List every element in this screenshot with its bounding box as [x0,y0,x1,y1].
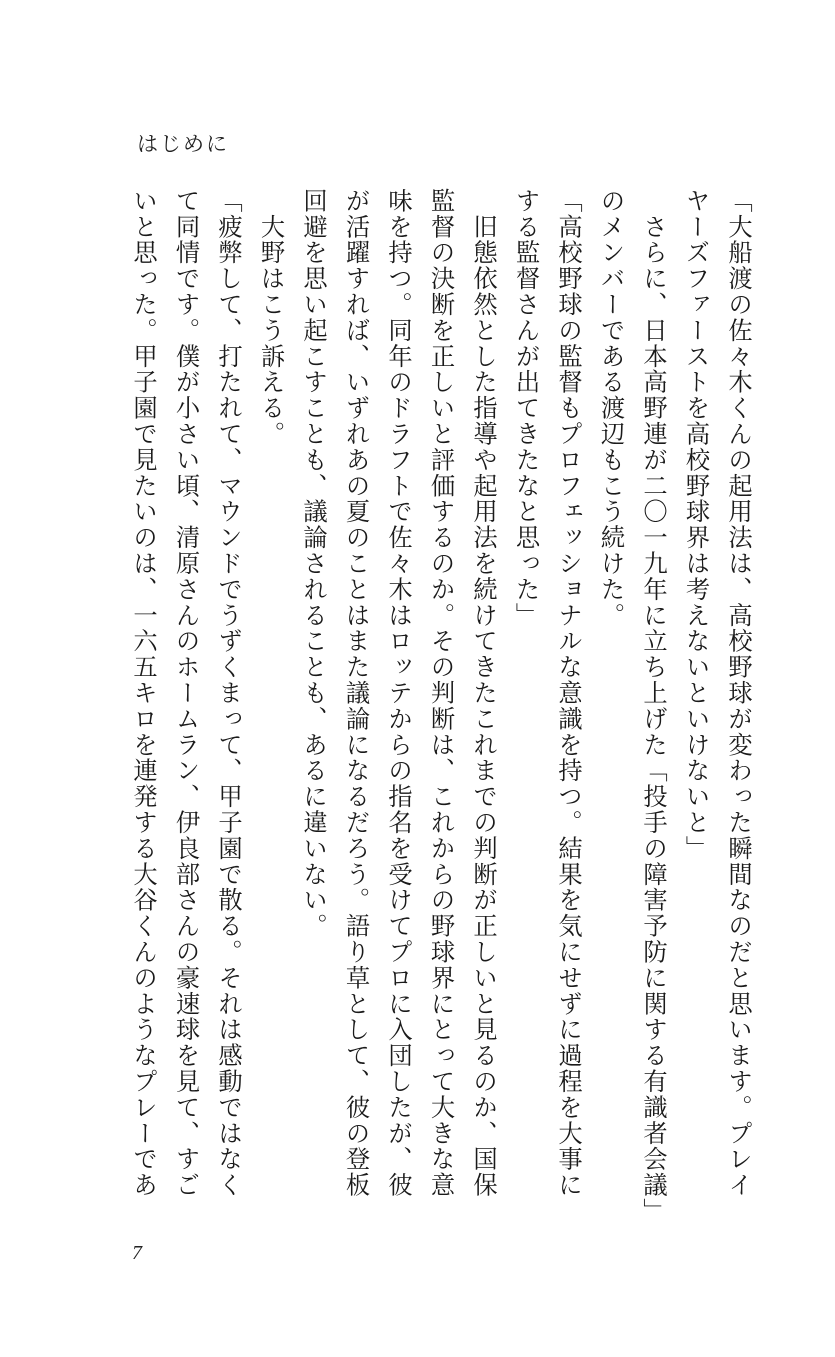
paragraph-2: さらに、日本高野連が二〇一九年に立ち上げた「投手の障害予防に関する有識者会議」のメンバーである渡辺もこう続けた。 [596,188,668,1212]
paragraph-1: 「大船渡の佐々木くんの起用法は、高校野球が変わった瞬間なのだと思います。プレイヤーズファーストを高校野球界は考えないといけないと」 [681,188,753,1199]
page-number: 7 [132,1242,142,1264]
paragraph-3: 「高校野球の監督もプロフェッショナルな意識を持つ。結果を気にせずに過程を大事にする監督さんが出てきたなと思った」 [511,188,583,1199]
paragraph-4: 旧態依然とした指導や起用法を続けてきたこれまでの判断が正しいと見るのか、国保監督の決断を正しいと評価するのか。その判断は、これからの野球界にとって大きな意味を持つ。同年のドラフトで佐々木はロッテからの指名を受けてプロに入団したが、彼が活躍すれば、いずれあの夏のことはまた議論になるだろう。語り草として、彼の登板回避を思い起こすことも、議論されることも、あるに違いない。 [299,188,498,1199]
running-head: はじめに [137,132,229,156]
body-text [89,188,759,1216]
paragraph-6: 「疲弊して、打たれて、マウンドでうずくまって、甲子園で散る。それは感動ではなくて同情です。僕が小さい頃、清原さんのホームラン、伊良部さんの豪速球を見て、すごいと思った。甲子園で見たいのは、一六五キロを連発する大谷くんのようなプレーであ [129,188,243,1199]
paragraph-5: 大野はこう訴える。 [256,188,286,447]
